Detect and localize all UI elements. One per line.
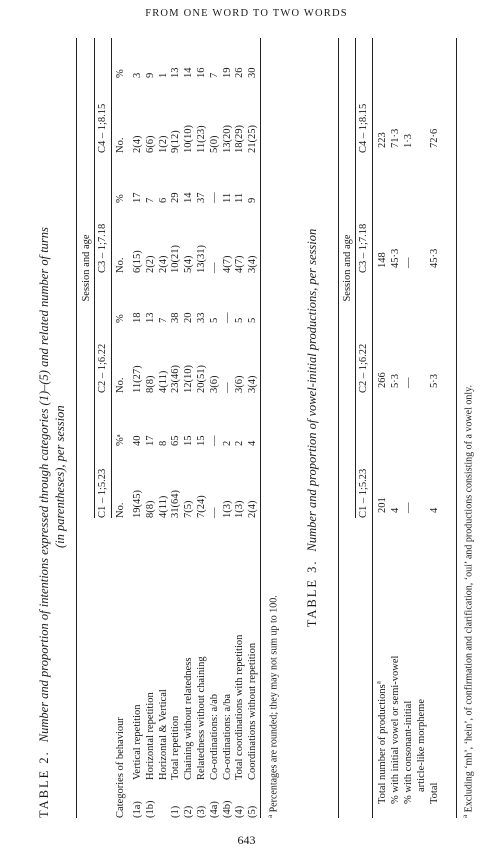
table-3-row-label: % with consonant-initial (403, 700, 414, 804)
table-2-cell: 7 (208, 72, 220, 78)
table-3-cell: 4 (429, 507, 440, 513)
table-2-cell: 4 (247, 440, 259, 446)
table-2-cell: 2(2) (144, 255, 156, 273)
table-2-title: Number and proportion of intentions expressed through categories (1)–(5) and related number of turns (37, 227, 51, 743)
table-2-row-label: Co-ordinations: a/ba (221, 693, 233, 780)
table-2-row-label: Relatedness without chaining (196, 656, 207, 780)
table-2-col-no-4: No. (115, 137, 126, 153)
table-2-session-1: C1 – 1;5.23 (97, 468, 108, 518)
table-3-top-rule (338, 38, 339, 818)
table-2-cell: 9 (144, 72, 156, 78)
table-3-cell: — (403, 257, 414, 268)
table-2-cell: 18(29) (234, 125, 246, 153)
table-3-cell: 5·3 (390, 374, 401, 388)
table-2-cell: 1(2) (157, 135, 169, 153)
table-2-cell: 7(24) (196, 495, 207, 518)
table-3-cell: — (403, 377, 414, 388)
table-3-cell: 71·3 (390, 128, 401, 148)
table-2-top-rule (76, 38, 77, 818)
table-2-title-cont: (in parentheses), per session (53, 405, 67, 548)
table-2-row-code: (1b) (144, 800, 156, 818)
table-2-cell: 4(11) (157, 495, 169, 518)
table-2-cell: 3(6) (208, 375, 220, 393)
table-2-col-pct-3: % (115, 194, 126, 203)
table-2-cell: 3(4) (247, 375, 259, 393)
table-2-footnote (264, 595, 280, 818)
table-2-cell: 11(27) (132, 365, 143, 393)
table-3-spanner-rule (355, 38, 356, 518)
table-3-cell: 72·6 (429, 128, 440, 148)
table-2-cell: 19(45) (132, 490, 143, 518)
table-2-row-code: (4a) (208, 801, 220, 818)
table-3-cell: 45·3 (429, 248, 440, 268)
table-2-col-pct-4: % (115, 69, 126, 78)
table-2-cell: 5 (208, 317, 220, 323)
table-2-cell: 7 (157, 317, 169, 323)
table-3-row-label: Total (429, 782, 440, 804)
table-2-cell: 3 (132, 72, 143, 78)
table-2-cell: 9(12) (170, 130, 182, 153)
table-2-cell: 13 (170, 67, 182, 78)
table-3-cell: 4 (390, 507, 401, 513)
table-3-footnote-ref: a (374, 681, 383, 685)
table-2-row-code: (2) (183, 805, 195, 818)
table-3-footnote (459, 385, 475, 818)
table-2-cell: — (208, 262, 220, 273)
table-2-caption (38, 38, 51, 818)
table-2-cell: 9 (247, 197, 259, 203)
table-2-cell: 3(4) (247, 255, 259, 273)
table-2-cell: 11 (234, 192, 246, 203)
table-2-spanner-rule (94, 38, 95, 518)
table-2-cell: 33 (196, 312, 207, 323)
table-2-cell: 15 (196, 435, 207, 446)
table-2-row-label: Vertical repetition (132, 704, 143, 780)
table-2-row-label: Co-ordinations: a/ab (208, 693, 220, 780)
table-2-footnote-text: Percentages are rounded; they may not sum up to 100. (268, 595, 280, 813)
table-2-cell: — (221, 382, 233, 393)
table-3-cell: — (403, 502, 414, 513)
running-head: FROM ONE WORD TO TWO WORDS (145, 8, 348, 19)
table-2-row-label: Total repetition (170, 715, 182, 780)
table-2-cell: 20(51) (196, 365, 207, 393)
table-3-cell: 148 (377, 252, 388, 268)
table-2-cell: 17 (132, 192, 143, 203)
table-2-cell: 4(11) (157, 370, 169, 393)
table-2-cell: 15 (183, 435, 195, 446)
table-2-cell: 1 (157, 72, 169, 78)
table-2-row-label: Coordinations without repetition (247, 642, 259, 780)
table-2-row-code: (4b) (221, 800, 233, 818)
table-3-session-2: C2 – 1;6.22 (358, 343, 369, 393)
table-2-cell: 13(20) (221, 125, 233, 153)
table-2-cell: 2(4) (157, 255, 169, 273)
table-2-session-4: C4 – 1;8.15 (97, 103, 108, 153)
table-3-footnote-text: Excluding ‘mh’, ‘hein’, of confirmation and clarification, ‘oui’ and productions consisting of a vowel only. (463, 385, 475, 813)
table-3-title: Number and proportion of vowel-initial productions, per session (305, 228, 319, 552)
page-number: 643 (237, 833, 256, 847)
table-3-cell: 201 (377, 497, 388, 513)
table-3-session-3: C3 – 1;7.18 (358, 223, 369, 273)
table-2-cell: 5(4) (183, 255, 195, 273)
table-2-cell: — (208, 507, 220, 518)
rotated-page-content (38, 38, 483, 818)
table-3-cell: 5·3 (429, 374, 440, 388)
table-2-cell: 2(4) (132, 135, 143, 153)
table-2-row-label: Total coordinations with repetition (234, 634, 246, 780)
table-2-cell: 5 (234, 317, 246, 323)
table-2-cell: 7(5) (183, 500, 195, 518)
table-3-spanner: Session and age (342, 234, 353, 302)
table-2-cell: 23(46) (170, 365, 182, 393)
table-2-cell: 5 (247, 317, 259, 323)
table-2-cell: 6(15) (132, 250, 143, 273)
table-2-cell: 21(25) (247, 125, 259, 153)
table-2-cell: 13(31) (196, 245, 207, 273)
table-2-cell: 14 (183, 192, 195, 203)
table-2-cell: 4(7) (234, 255, 246, 273)
table-3-cell: 45·3 (390, 248, 401, 268)
table-2-session-2: C2 – 1;6.22 (97, 343, 108, 393)
table-2-cell: 20 (183, 312, 195, 323)
table-2-cell: 31(64) (170, 490, 182, 518)
table-2-col-no-1: No. (115, 502, 126, 518)
table-2-row-code: (5) (247, 805, 259, 818)
table-2-row-code: (1a) (132, 801, 143, 818)
table-2-cell: 1(3) (234, 500, 246, 518)
table-2-cell: 2(4) (247, 500, 259, 518)
table-3-cell: 223 (377, 132, 388, 148)
table-2-cell: — (221, 312, 233, 323)
table-2-session-3: C3 – 1;7.18 (97, 223, 108, 273)
table-2-cell: 1(3) (221, 500, 233, 518)
table-2-cell: 29 (170, 192, 182, 203)
table-2-cell: 17 (144, 435, 156, 446)
table-3-row-label: % with initial vowel or semi-vowel (390, 655, 401, 804)
table-2-row-code: (1) (170, 805, 182, 818)
table-2-cell: 38 (170, 312, 182, 323)
table-2-row-label: Horizontal & Vertical (157, 689, 169, 780)
table-2-cell: 2 (221, 440, 233, 446)
table-2-row-label: Horizontal repetition (144, 692, 156, 780)
table-2-cell: 14 (183, 67, 195, 78)
table-3-bottom-rule (456, 38, 457, 818)
table-2-session-rule (111, 38, 112, 518)
table-2-cell: — (208, 435, 220, 446)
table-2-cell: 40 (132, 435, 143, 446)
table-2-row-code: (3) (196, 805, 207, 818)
table-2-cell: 16 (196, 67, 207, 78)
table-2-cell: 30 (247, 67, 259, 78)
table-2-stub-header: Categories of behaviour (115, 717, 126, 818)
table-2-cell: 3(6) (234, 375, 246, 393)
table-3-cell: 1·3 (403, 134, 414, 148)
table-2-cell: 6 (157, 197, 169, 203)
table-2-cell: 8(8) (144, 500, 156, 518)
table-2-col-pct-2: % (115, 314, 126, 323)
table-2-cell: 37 (196, 192, 207, 203)
table-3-session-4: C4 – 1;8.15 (358, 103, 369, 153)
table-3-caption (306, 38, 319, 818)
table-3-row-label: Total number of productions$^a$ (374, 681, 388, 804)
table-3-cell: 266 (377, 372, 388, 388)
table-2-cell: 12(10) (183, 365, 195, 393)
table-2-cell: 8 (157, 440, 169, 446)
table-2-cell: 26 (234, 67, 246, 78)
table-2-label: TABLE 2. (37, 750, 51, 818)
table-3-label: TABLE 3. (305, 559, 319, 628)
table-2-cell: 2 (234, 440, 246, 446)
table-2-cell: 13 (144, 312, 156, 323)
table-3-header-rule (372, 38, 373, 818)
table-3-footnote-marker: a (461, 814, 469, 818)
table-2-row-label: Chaining without relatedness (183, 657, 195, 780)
table-2-footnote-marker: a (266, 814, 274, 818)
table-2-caption-cont (54, 38, 67, 818)
table-2-cell: 10(21) (170, 245, 182, 273)
table-2-col-no-2: No. (115, 377, 126, 393)
table-2-cell: 8(8) (144, 375, 156, 393)
table-2-bottom-rule (260, 38, 261, 818)
table-2-col-no-3: No. (115, 257, 126, 273)
table-2-cell: 11 (221, 192, 233, 203)
table-2-cell: 18 (132, 312, 143, 323)
table-2-cell: 4(7) (221, 255, 233, 273)
table-2-cell: 7 (144, 197, 156, 203)
table-3-row-label-cont: article-like morpheme (416, 699, 427, 792)
table-3-session-1: C1 – 1;5.23 (358, 468, 369, 518)
table-2-cell: 65 (170, 435, 182, 446)
table-2-cell: 6(6) (144, 135, 156, 153)
table-2-cell: 19 (221, 67, 233, 78)
table-2-cell: 10(10) (183, 125, 195, 153)
table-2-row-code: (4) (234, 805, 246, 818)
table-2-cell: — (208, 192, 220, 203)
table-2-cell: 5(0) (208, 135, 220, 153)
table-2-col-pct-1: %ᵃ (115, 434, 126, 446)
table-2-spanner: Session and age (81, 234, 92, 302)
table-2-cell: 11(23) (196, 125, 207, 153)
